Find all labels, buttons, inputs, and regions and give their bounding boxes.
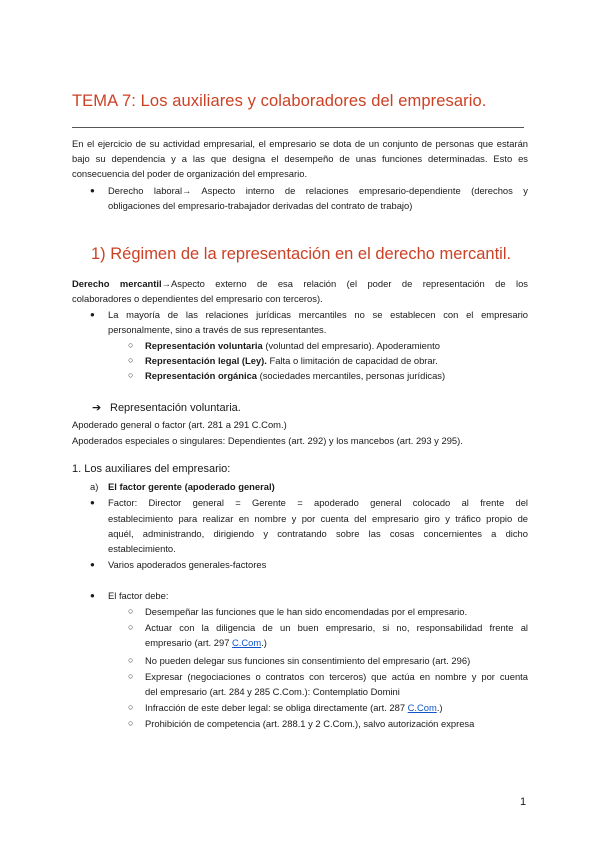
circle-bullet-icon: ○	[128, 655, 134, 665]
deber-no-delegar: No pueden delegar sus funciones sin consentimiento del empresario (art. 296)	[145, 655, 471, 666]
arrow-icon: ➔	[92, 402, 102, 414]
circle-bullet-icon: ○	[128, 622, 134, 632]
rep-legal-desc: Falta o limitación de capacidad de obrar.	[266, 355, 438, 366]
deber-expresar-line1: Expresar (negociaciones o contratos con terceros) que actúa en nombre y por cuenta	[145, 671, 528, 682]
factor-def-line2: establecimiento para realizar en nombre y por cuenta del empresario giro y tráfico propio de	[108, 513, 528, 524]
relaciones-line1: La mayoría de las relaciones jurídicas mercantiles no se establecen con el empresario	[108, 309, 528, 320]
title-underline	[72, 127, 524, 128]
rep-organica-item	[145, 368, 445, 383]
circle-bullet-icon: ○	[128, 718, 134, 728]
derecho-mercantil-line1	[72, 276, 528, 291]
rep-organica-desc: (sociedades mercantiles, personas jurídicas)	[257, 370, 446, 381]
deber-expresar-line2: del empresario (art. 284 y 285 C.Com.): Contemplatio Domini	[145, 686, 400, 697]
list-marker-a: a)	[90, 481, 99, 492]
rep-voluntaria-term: Representación voluntaria	[145, 340, 263, 351]
ccom-link[interactable]: C.Com	[232, 637, 262, 648]
factor-def-line4: establecimiento.	[108, 543, 176, 554]
auxiliares-heading: 1. Los auxiliares del empresario:	[72, 463, 231, 475]
apoderados-especiales-line: Apoderados especiales o singulares: Dependientes (art. 292) y los mancebos (art. 293 y 295).	[72, 435, 463, 446]
deber-diligencia-text: empresario (art. 297	[145, 637, 233, 648]
factor-gerente-item: El factor gerente (apoderado general)	[108, 481, 275, 492]
relaciones-line2: personalmente, sino a través de sus representantes.	[108, 324, 327, 335]
deber-desempenar: Desempeñar las funciones que le han sido encomendadas por el empresario.	[145, 606, 468, 617]
section-heading: 1) Régimen de la representación en el derecho mercantil.	[91, 245, 512, 263]
deber-competencia: Prohibición de competencia (art. 288.1 y 2 C.Com.), salvo autorización expresa	[145, 718, 475, 729]
circle-bullet-icon: ○	[128, 671, 134, 681]
derecho-mercantil-term: Derecho mercantil	[72, 278, 162, 289]
circle-bullet-icon: ○	[128, 606, 134, 616]
page-number: 1	[520, 796, 527, 808]
circle-bullet-icon: ○	[128, 702, 134, 712]
circle-bullet-icon: ○	[128, 370, 134, 380]
derecho-mercantil-desc: →Aspecto externo de esa relación (el poder de representación de los	[161, 278, 528, 289]
bullet-icon: ●	[90, 498, 95, 507]
page-title: TEMA 7: Los auxiliares y colaboradores del empresario.	[72, 92, 487, 110]
rep-voluntaria-item	[145, 338, 440, 353]
factor-debe-item: El factor debe:	[108, 590, 169, 601]
rep-voluntaria-desc: (voluntad del empresario). Apoderamiento	[262, 340, 440, 351]
varios-apoderados-item: Varios apoderados generales-factores	[108, 559, 267, 570]
rep-legal-term: Representación legal (Ley).	[145, 355, 267, 366]
bullet-icon: ●	[90, 186, 95, 195]
apoderado-general-line: Apoderado general o factor (art. 281 a 291 C.Com.)	[72, 419, 287, 430]
rep-organica-term: Representación orgánica	[145, 370, 258, 381]
rep-voluntaria-heading: Representación voluntaria.	[110, 402, 241, 414]
ccom-link[interactable]: C.Com	[407, 702, 437, 713]
deber-infraccion-text: Infracción de este deber legal: se obliga directamente (art. 287	[145, 702, 408, 713]
circle-bullet-icon: ○	[128, 355, 134, 365]
bullet-icon: ●	[90, 591, 95, 600]
rep-legal-item	[145, 353, 438, 368]
intro-paragraph: En el ejercicio de su actividad empresarial, el empresario se dota de un conjunto de personas que estarán bajo su dependencia y a las que designa el desempeño de unas funciones determinadas. Esto es consecuencia del poder de organización del empresario.	[72, 138, 528, 179]
circle-bullet-icon: ○	[128, 340, 134, 350]
deber-diligencia-line1: Actuar con la diligencia de un buen empresario, si no, responsabilidad frente al	[145, 622, 528, 633]
deber-diligencia-line2	[145, 635, 267, 650]
factor-def-line3: aquél, administrando, dirigiendo y contratando sobre las cosas concernientes a dicho	[108, 528, 528, 539]
derecho-mercantil-line2: colaboradores o dependientes del empresario con terceros).	[72, 293, 323, 304]
intro-bullet-line1: Derecho laboral→ Aspecto interno de relaciones empresario-dependiente (derechos y	[108, 185, 528, 196]
bullet-icon: ●	[90, 560, 95, 569]
deber-infraccion	[145, 700, 443, 715]
intro-bullet-line2: obligaciones del empresario-trabajador derivadas del contrato de trabajo)	[108, 200, 413, 211]
deber-diligencia-tail: .)	[261, 637, 267, 648]
factor-def-line1: Factor: Director general = Gerente = apoderado general colocado al frente del	[108, 497, 528, 508]
deber-infraccion-tail: .)	[436, 702, 443, 713]
bullet-icon: ●	[90, 310, 95, 319]
